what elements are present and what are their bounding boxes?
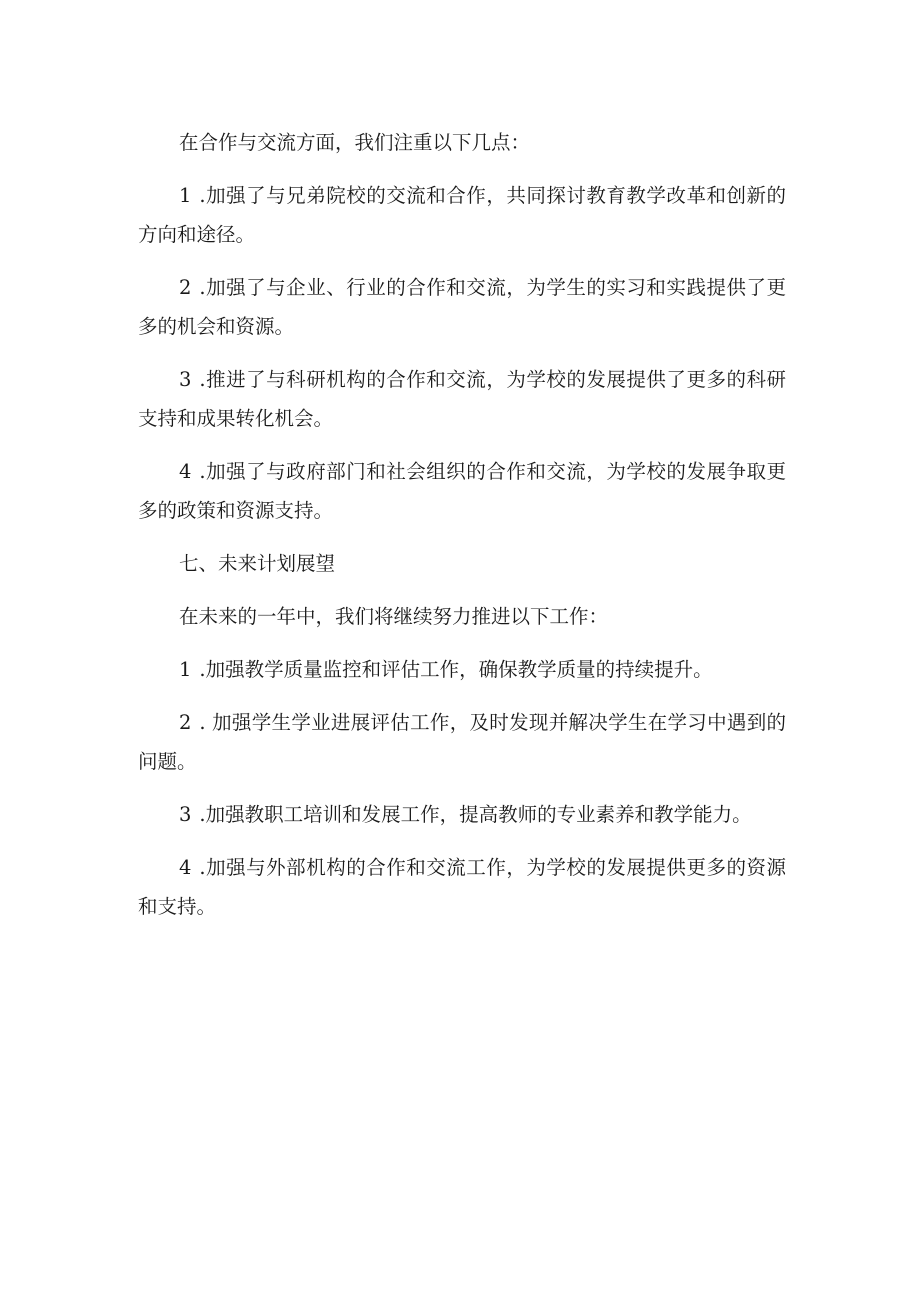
item-number: 1	[179, 184, 192, 207]
section-intro-paragraph	[138, 597, 786, 636]
intro-paragraph	[138, 123, 786, 162]
item-number: 1	[179, 658, 192, 681]
item-text: .加强教学质量监控和评估工作，确保教学质量的持续提升。	[199, 658, 713, 681]
item-number: 4	[179, 460, 192, 483]
list-item	[138, 268, 786, 346]
paragraph-text: 在合作与交流方面，我们注重以下几点：	[179, 131, 531, 154]
item-text: .加强与外部机构的合作和交流工作，为学校的发展提供更多的资源和支持。	[138, 856, 786, 918]
item-number: 3	[179, 803, 192, 826]
heading-text: 七、未来计划展望	[179, 552, 336, 575]
item-text: .加强了与政府部门和社会组织的合作和交流，为学校的发展争取更多的政策和资源支持。	[138, 460, 786, 522]
item-number: 3	[179, 368, 192, 391]
list-item	[138, 452, 786, 530]
document-body	[138, 123, 786, 940]
list-item	[138, 650, 786, 689]
section-heading	[138, 544, 786, 583]
list-item	[138, 703, 786, 781]
list-item	[138, 360, 786, 438]
item-number: 2	[179, 711, 192, 734]
item-text: .推进了与科研机构的合作和交流，为学校的发展提供了更多的科研支持和成果转化机会。	[138, 368, 786, 430]
item-text: .加强了与兄弟院校的交流和合作，共同探讨教育教学改革和创新的方向和途径。	[138, 184, 786, 246]
list-item	[138, 795, 786, 834]
paragraph-text: 在未来的一年中，我们将继续努力推进以下工作：	[179, 605, 609, 628]
list-item	[138, 176, 786, 254]
item-number: 2	[179, 276, 192, 299]
item-number: 4	[179, 856, 192, 879]
item-text: .加强了与企业、行业的合作和交流，为学生的实习和实践提供了更多的机会和资源。	[138, 276, 786, 338]
list-item	[138, 848, 786, 926]
item-text: .加强教职工培训和发展工作，提高教师的专业素养和教学能力。	[199, 803, 752, 826]
item-text: . 加强学生学业进展评估工作，及时发现并解决学生在学习中遇到的问题。	[138, 711, 786, 773]
